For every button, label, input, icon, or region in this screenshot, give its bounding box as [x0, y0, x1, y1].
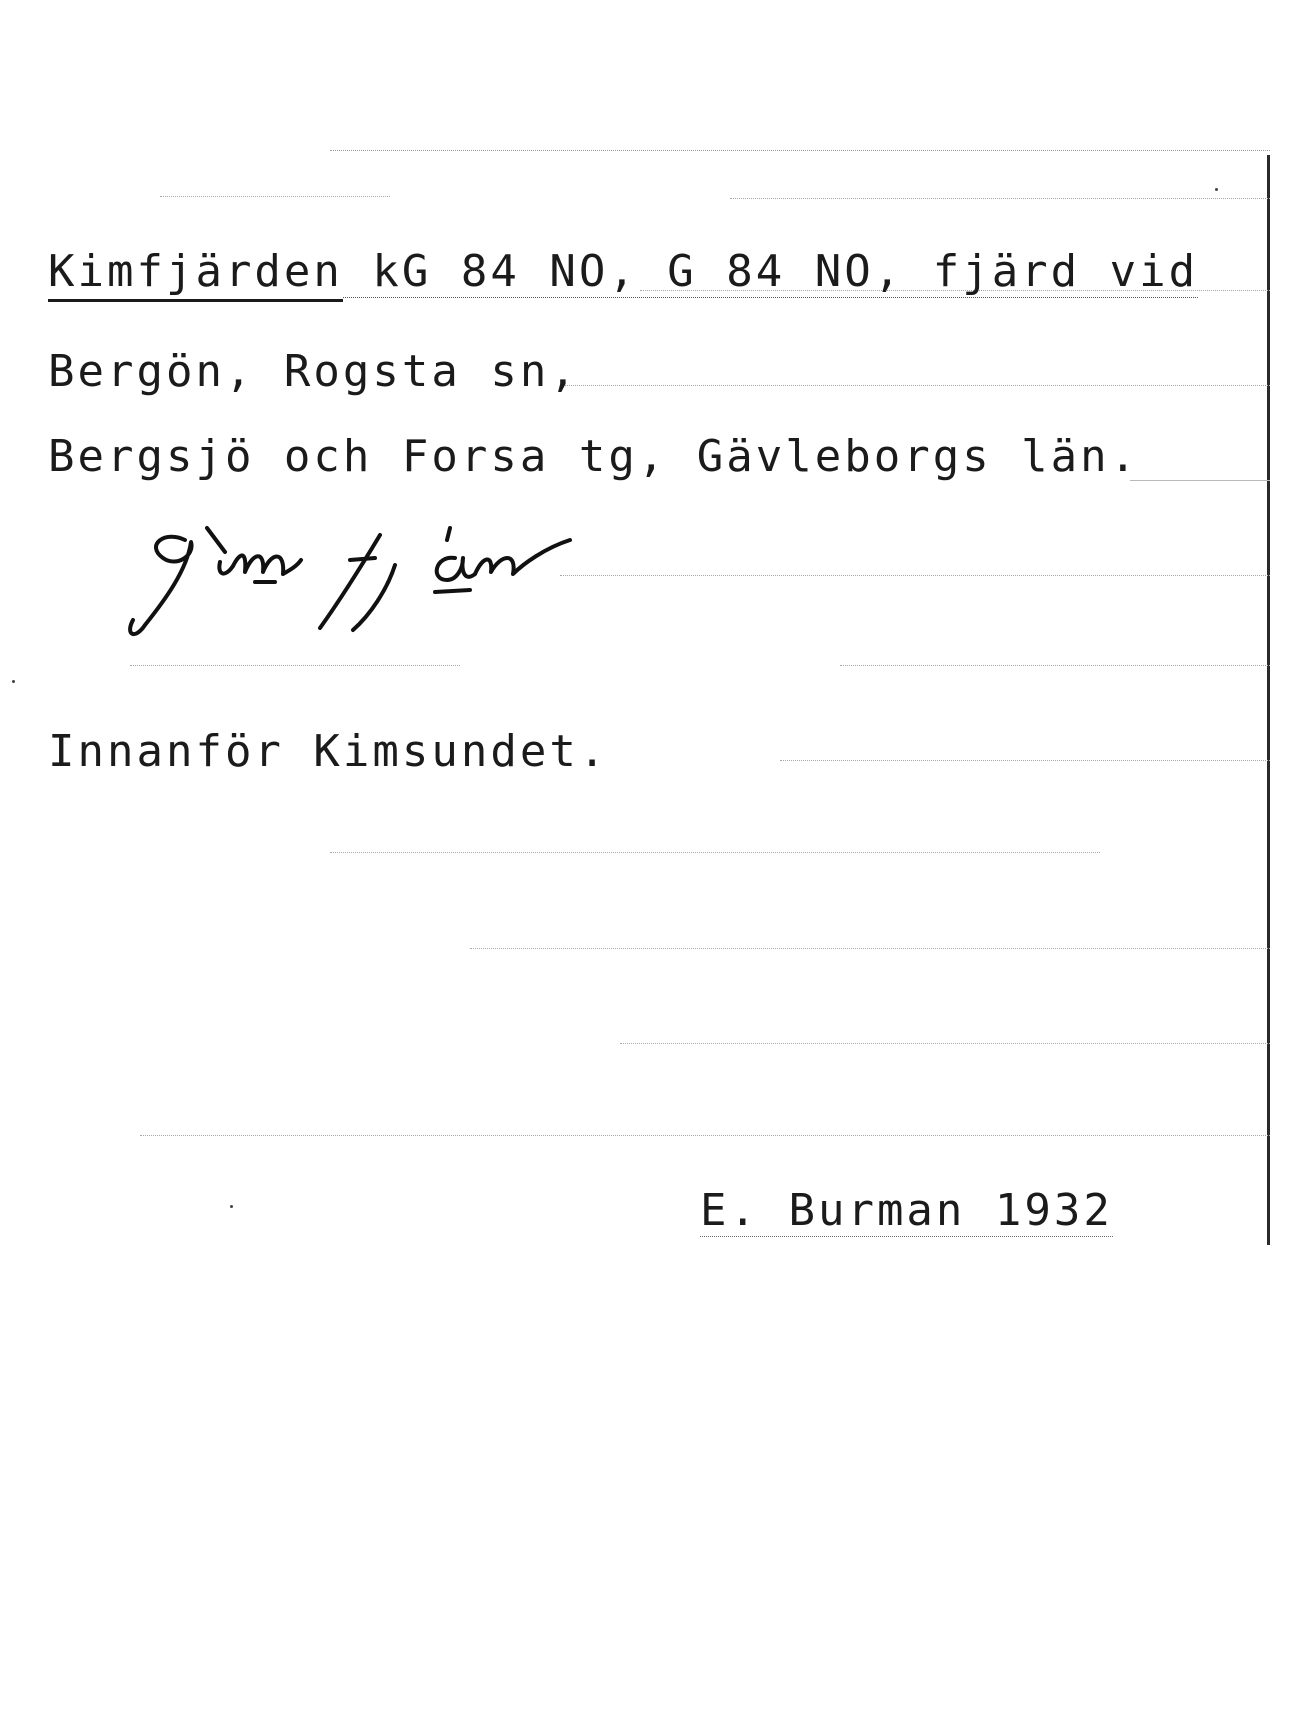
signature-line: E. Burman 1932 — [700, 1185, 1113, 1236]
card-line-2: Bergön, Rogsta sn, — [48, 346, 579, 397]
card-line-3: Bergsjö och Forsa tg, Gävleborgs län. — [48, 431, 1140, 482]
rule-line — [470, 948, 1270, 949]
scan-speck — [12, 680, 15, 683]
entry-name: Kimfjärden — [48, 246, 343, 302]
card-right-edge — [1267, 155, 1270, 1245]
rule-line — [780, 760, 1270, 761]
scan-speck — [1215, 188, 1218, 191]
rule-line — [130, 665, 460, 666]
card-line-1 — [48, 246, 1199, 297]
card-note: Innanför Kimsundet. — [48, 726, 609, 777]
rule-line — [160, 196, 390, 197]
rule-line — [840, 665, 1270, 666]
top-rule — [330, 150, 1270, 151]
rule-line — [1130, 480, 1270, 481]
handwritten-pronunciation — [125, 500, 645, 654]
scan-speck — [230, 1205, 233, 1208]
rule-line — [620, 1043, 1270, 1044]
rule-line — [330, 852, 1100, 853]
entry-codes: kG 84 NO, G 84 NO, fjärd vid — [342, 246, 1199, 297]
handwriting-drawing — [125, 500, 645, 650]
rule-line — [560, 385, 1270, 386]
rule-line — [730, 198, 1270, 199]
rule-line — [140, 1135, 1270, 1136]
rule-line — [560, 575, 1270, 576]
